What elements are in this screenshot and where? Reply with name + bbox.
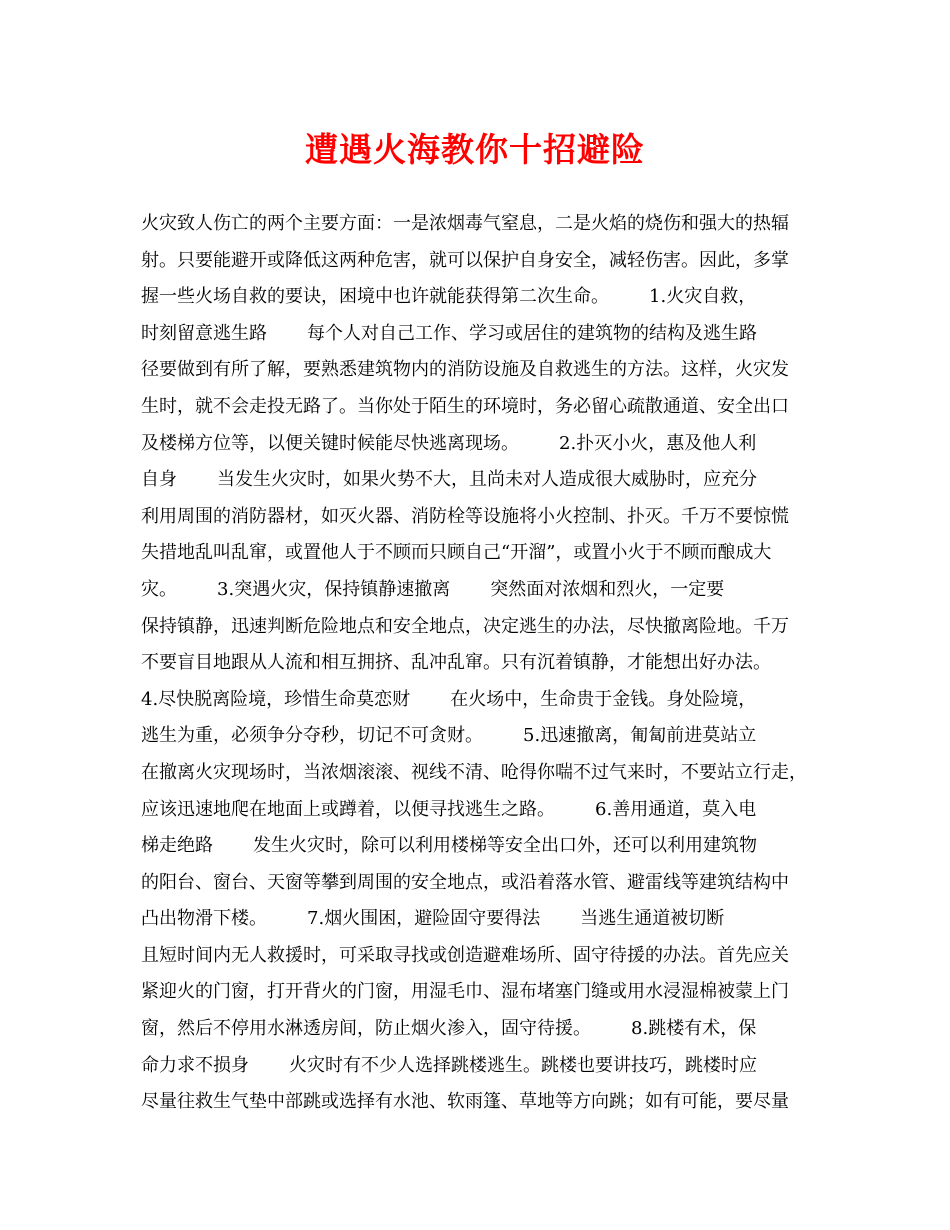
body-line: 梯走绝路 发生火灾时，除可以利用楼梯等安全出口外，还可以利用建筑物 [141,835,758,857]
body-line: 射。只要能避开或降低这两种危害，就可以保护自身安全，减轻伤害。因此，多掌 [141,249,789,271]
body-line: 窗，然后不停用水淋透房间，防止烟火渗入，固守待援。 8.跳楼有术，保 [141,1018,757,1040]
body-line: 径要做到有所了解，要熟悉建筑物内的消防设施及自救逃生的方法。这样，火灾发 [141,359,789,381]
body-line: 4.尽快脱离险境，珍惜生命莫恋财 在火场中，生命贵于金钱。身处险境， [141,688,757,710]
body-line: 及楼梯方位等，以便关键时候能尽快逃离现场。 2.扑灭小火，惠及他人利 [141,432,757,454]
body-line: 逃生为重，必须争分夺秒，切记不可贪财。 5.迅速撤离，匍匐前进莫站立 [141,725,757,747]
body-line: 尽量往救生气垫中部跳或选择有水池、软雨篷、草地等方向跳；如有可能，要尽量 [141,1091,789,1113]
body-line: 利用周围的消防器材，如灭火器、消防栓等设施将小火控制、扑灭。千万不要惊慌 [141,505,789,527]
body-line: 不要盲目地跟从人流和相互拥挤、乱冲乱窜。只有沉着镇静，才能想出好办法。 [141,652,771,674]
document-title: 遭遇火海教你十招避险 [305,130,645,169]
body-line: 握一些火场自救的要诀，困境中也许就能获得第二次生命。 1.火灾自救， [141,286,757,308]
body-line: 且短时间内无人救援时，可采取寻找或创造避难场所、固守待援的办法。首先应关 [141,944,789,966]
body-line: 生时，就不会走投无路了。当你处于陌生的环境时，务必留心疏散通道、安全出口 [141,395,789,417]
body-line: 时刻留意逃生路 每个人对自己工作、学习或居住的建筑物的结构及逃生路 [141,322,758,344]
body-line: 紧迎火的门窗，打开背火的门窗，用湿毛巾、湿布堵塞门缝或用水浸湿棉被蒙上门 [141,981,789,1003]
body-line: 的阳台、窗台、天窗等攀到周围的安全地点，或沿着落水管、避雷线等建筑结构中 [141,871,789,893]
body-line: 灾。 3.突遇火灾，保持镇静速撤离 突然面对浓烟和烈火，一定要 [141,578,725,600]
body-line: 命力求不损身 火灾时有不少人选择跳楼逃生。跳楼也要讲技巧，跳楼时应 [141,1054,758,1076]
body-line: 凸出物滑下楼。 7.烟火围困，避险固守要得法 当逃生通道被切断 [141,908,725,930]
body-line: 应该迅速地爬在地面上或蹲着，以便寻找逃生之路。 6.善用通道，莫入电 [141,798,757,820]
body-line: 失措地乱叫乱窜，或置他人于不顾而只顾自己“开溜”，或置小火于不顾而酿成大 [141,542,772,564]
body-line: 在撤离火灾现场时，当浓烟滚滚、视线不清、呛得你喘不过气来时，不要站立行走， [141,761,807,783]
document-body [141,206,821,1121]
body-line: 保持镇静，迅速判断危险地点和安全地点，决定逃生的办法，尽快撤离险地。千万 [141,615,789,637]
body-line: 自身 当发生火灾时，如果火势不大，且尚未对人造成很大威胁时，应充分 [141,469,758,491]
body-line: 火灾致人伤亡的两个主要方面：一是浓烟毒气窒息，二是火焰的烧伤和强大的热辐 [141,213,789,234]
